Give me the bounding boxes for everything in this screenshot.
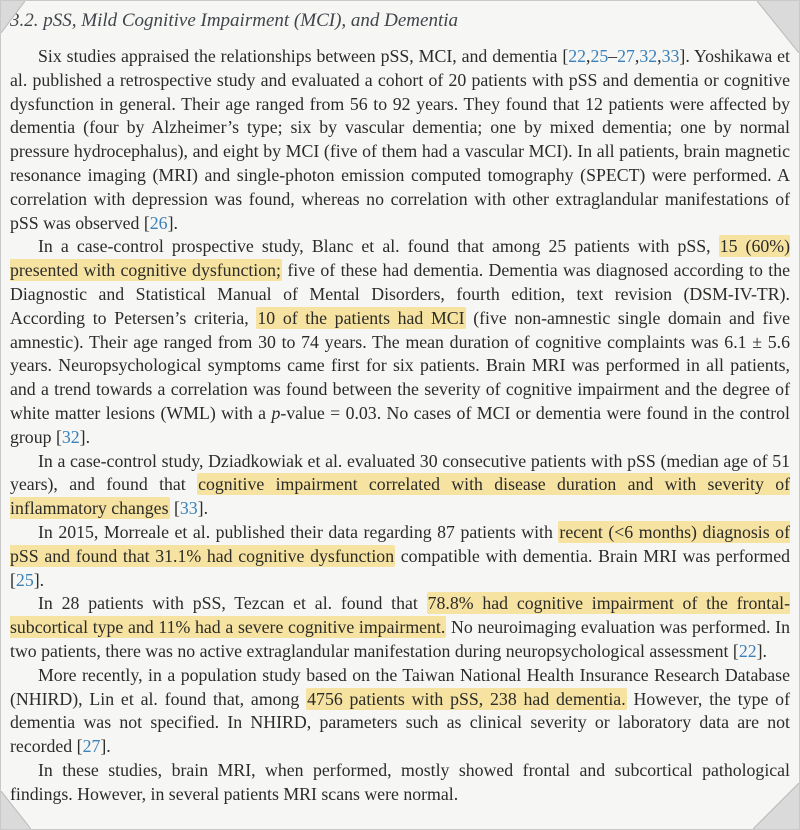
citation[interactable] [77,736,107,756]
citation-bracket: ] [756,640,763,661]
corner-fold-icon [757,1,799,53]
citation-bracket: [ [55,426,62,447]
paragraph [10,664,790,759]
citation[interactable] [144,213,174,233]
citation-bracket: ] [79,426,86,447]
italic-text: p [271,402,281,423]
citation[interactable] [10,570,40,590]
body-text: (five non-amnestic single domain and five amnestic). Their age ranged from 30 to 74 years. The mean duration of cognitive complaints was 6.1 ± 5.6 years. Neuropsychological symptoms came first for six patients. Brain MRI was performed in all patients, and a trend towards a correlation was found between the severity of cognitive impairment and the degree of white matter lesions (WML) with a [10,307,790,423]
citation-bracket: [ [562,46,569,66]
citation-bracket: – [608,46,618,66]
body-text: . [39,569,45,590]
body-text: . Yoshikawa et al. published a retrospective study and evaluated a cohort of 20 patients with pSS and dementia or cognitive dysfunction in general. Their age ranged from 56 to 92 years. They found that 12 patients were affected by dementia (four by Alzheimer’s type; six by vascular dementia; one by mixed dementia; one by normal pressure hydrocephalus), and eight by MCI (five of them had a vascular MCI). In all patients, brain magnetic resonance imaging (MRI) and single-photon emission computed tomography (SPECT) were performed. A correlation with depression was found, whereas no correlation with other extraglandular manifestations of pSS was observed [10,46,790,233]
body-text: five of these had dementia. Dementia was diagnosed according to the Diagnostic and Statistical Manual of Mental Disorders, fourth edition, text revision (DSM-IV-TR). According to Petersen’s criteria, [10,260,790,328]
highlight: 4756 patients with pSS, 238 had dementia. [307,688,626,709]
paragraph [10,521,790,592]
citation-bracket: ] [679,46,686,66]
highlight: 10 of the patients had MCI [257,307,465,328]
body-text: In 28 patients with pSS, Tezcan et al. found that [38,593,427,614]
citation-link[interactable]: 32 [61,426,80,447]
body-text: -value = 0.03. No cases of MCI or dementia were found in the control group [10,402,790,447]
section-body [10,45,790,807]
citation-bracket: ] [167,212,174,233]
body-text: . [762,640,767,661]
highlight: recent (<6 months) diagnosis of pSS and found that 31.1% had cognitive dysfunction [10,521,790,566]
citation-bracket: , [586,46,591,66]
corner-fold-icon [753,783,799,829]
paragraph [10,235,790,449]
highlight: 15 (60%) presented with cognitive dysfunction; [10,236,790,281]
citation-link[interactable]: 27 [82,736,101,757]
paragraph [10,759,790,807]
body-text: In a case-control prospective study, Blanc et al. found that among 25 patients with pSS, [38,236,719,257]
paragraph [10,45,790,235]
body-text: More recently, in a population study based on the Taiwan National Health Insurance Research Database (NHIRD), Lin et al. found that, among [10,664,790,709]
body-text: However, the type of dementia was not specified. In NHIRD, parameters such as clinical severity or laboratory data are not recorded [10,688,790,757]
highlight: 78.8% had cognitive impairment of the frontal- subcortical type and 11% had a severe cognitive impairment. [10,593,791,638]
citation-bracket: , [657,46,662,66]
corner-fold-icon [1,791,31,829]
citation[interactable] [562,46,685,66]
citation-link[interactable]: 25 [15,569,34,590]
citation-link[interactable]: 32 [639,46,658,66]
citation-bracket: [ [143,212,150,233]
citation-link[interactable]: 25 [590,46,609,66]
body-text: No neuroimaging evaluation was performed. In two patients, there was no active extraglandular manifestation during neuropsychological assessment [10,617,790,661]
body-text: . [203,498,209,519]
highlight: cognitive impairment correlated with disease duration and with severity of inflammatory changes [10,474,791,519]
citation-link[interactable]: 22 [568,46,587,66]
body-text: . [85,426,91,447]
corner-fold-icon [1,1,25,33]
citation-bracket: ] [100,736,107,757]
citation-bracket: [ [732,640,739,661]
body-text: . [173,212,178,233]
citation[interactable] [56,427,86,447]
body-text: In a case-control study, Dziadkowiak et al. evaluated 30 consecutive patients with pSS (median age of 51 years), and found that [10,450,790,495]
paragraph [10,450,790,521]
citation[interactable] [733,641,763,661]
citation-bracket: [ [10,569,16,590]
citation-link[interactable]: 22 [738,640,757,661]
citation-link[interactable]: 33 [179,498,198,519]
body-text: In these studies, brain MRI, when performed, mostly showed frontal and subcortical pathological findings. However, in several patients MRI scans were normal. [10,759,790,804]
citation-bracket: ] [33,569,40,590]
citation-link[interactable]: 26 [149,212,168,233]
citation-bracket: [ [76,736,83,757]
body-text: Six studies appraised the relationships between pSS, MCI, and dementia [38,46,563,66]
body-text: compatible with dementia. Brain MRI was performed [395,545,790,566]
paragraph [10,592,790,663]
citation-bracket: [ [173,498,180,519]
citation-bracket: , [634,46,640,66]
citation-bracket: ] [197,498,204,519]
citation-link[interactable]: 27 [617,46,635,66]
citation[interactable] [174,498,204,518]
body-text: . [106,736,111,757]
section-heading: 3.2. pSS, Mild Cognitive Impairment (MCI), and Dementia [10,10,459,31]
citation-link[interactable]: 33 [661,46,680,66]
body-text: In 2015, Morreale et al. published their data regarding 87 patients with [38,521,559,542]
